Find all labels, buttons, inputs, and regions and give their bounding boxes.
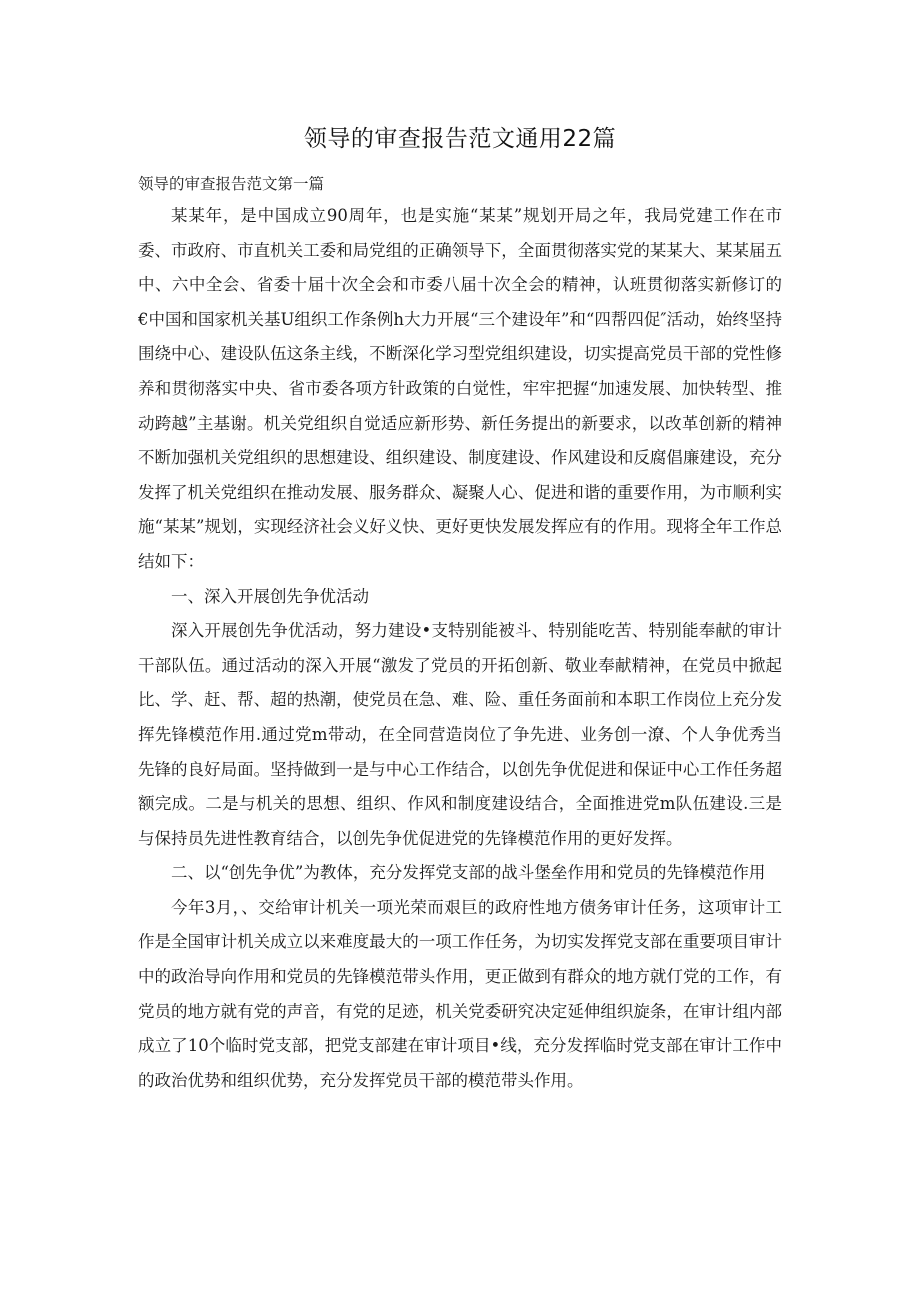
paragraph-intro: 某某年，是中国成立90周年，也是实施“某某”规划开局之年，我局党建工作在市委、市政府、市直机关工委和局党组的正确领导下，全面贯彻落实党的某某大、某某届五中、六中全会、省委十届十次全会和市委八届十次全会的精神，认班贯彻落实新修订的€中国和国家机关基U组织工作条例h大力开展“三个建设年”和“四帮四促″活动，始终坚持围绕中心、建设队伍这条主线，不断深化学习型党组织建设，切实提高党员干部的党性修养和贯彻落实中央、省市委各项方针政策的白觉性，牢牢把握“加速发展、加快转型、推动跨越”主基谢。机关党组织自觉适应新形势、新任务提出的新要求，以改革创新的精神不断加强机关党组织的思想建设、组织建设、制度建设、作风建设和反腐倡廉建设，充分发挥了机关党组织在推动发展、服务群众、凝聚人心、促进和谐的重要作用，为市顺利实施“某某”规划，实现经济社会义好义快、更好更快发展发挥应有的作用。现将全年工作总结如下： bbox=[138, 206, 782, 571]
section-heading-2: 二、以“创先争优”为教体，充分发挥党支部的战斗堡垒作用和党员的先锋模范作用 bbox=[171, 863, 766, 883]
document-title: 领导的审查报告范文通用22篇 bbox=[303, 126, 617, 152]
paragraph-audit: 今年3月，、交给审计机关一项光荣而艰巨的政府性地方债务审计任务，这项审计工作是全国审计机关成立以来难度最大的一项工作任务，为切实发挥党支部在重要项目审计中的政治导向作用和党员的先锋模范带头作用，更正做到有群众的地方就仃党的工作，有党员的地方就有党的声音，有党的足迹，机关党委研究决定延伸组织旋条，在审计组内部成立了10个临时党支部，把党支部建在审计项目•线，充分发挥临时党支部在审计工作中的政治优势和组织优势，充分发挥党员干部的模范带头作用。 bbox=[138, 897, 782, 1090]
document-body bbox=[138, 199, 782, 1098]
section-subtitle: 领导的审查报告范文第一篇 bbox=[138, 175, 325, 193]
section-heading-1: 一、深入开展创先争优活动 bbox=[171, 586, 369, 606]
paragraph-activity: 深入开展创先争优活动，努力建设•支特别能被斗、特别能吃苦、特别能奉献的审计干部队伍。通过活动的深入开展“激发了党员的开拓创新、敬业奉献精神，在党员中掀起比、学、赶、帮、超的热潮，使党员在急、难、险、重任务面前和本职工作岗位上充分发挥先锋模范作用.通过党m带动，在全同营造岗位了争先进、业务创一潦、个人争优秀当先锋的良好局面。坚持做到一是与中心工作结合，以创先争优促进和保证中心工作任务超额完成。二是与机关的思想、组织、作风和制度建设结合，全面推进党m队伍建设.三是与保持员先进性教育结合，以创先争优促进党的先锋模范作用的更好发挥。 bbox=[138, 621, 782, 848]
